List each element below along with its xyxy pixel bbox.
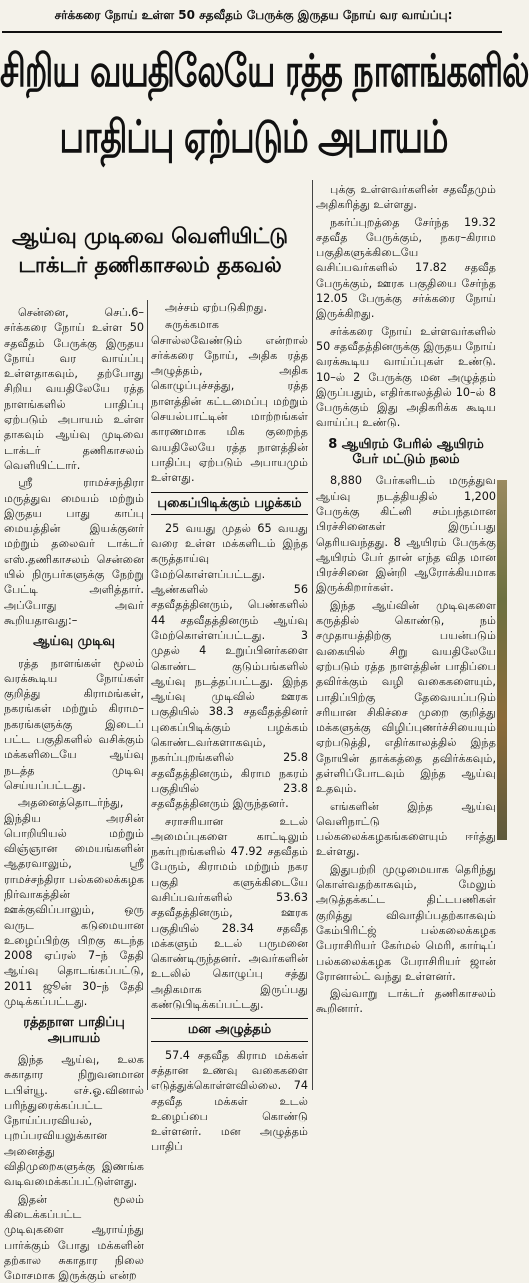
paragraph: 57.4 சதவீத கிராம மக்கள் சத்தான உணவு வகைகளை எடுத்துக்கொள்ளவில்லை. 74 சதவீத மக்கள் உடல் உழைப்பை கொண்டு உள்ளனர். மன அழுத்தம் பாதிப்: [151, 1048, 308, 1154]
adjacent-photo-edge: [497, 480, 507, 840]
kicker-line: சர்க்கரை நோய் உள்ள 50 சதவீதம் பேருக்கு இருதய நோய் வர வாய்ப்பு:: [54, 8, 453, 22]
article-column-1: [4, 305, 144, 1283]
subhead-line-1: ஆய்வு முடிவை வெளியிட்டு: [12, 224, 288, 248]
paragraph: 8,880 பேர்களிடம் மருத்துவ ஆய்வு நடத்தியதில் 1,200 பேருக்கு கிட்னி சம்பந்தமான பிரச்சினைகள் இருப்பது தெரியவந்தது. 8 ஆயிரம் பேருக்கு ஆயிரம் பேர் தான் எந்த வித மான பிரச்சினை இன்றி ஆரோக்கியமாக இருக்கிறார்கள்.: [316, 474, 496, 595]
paragraph: இந்த ஆய்வு, உலக சுகாதார நிறுவனமான டபிள்யூ. எச்.ஓ.வினால் பரிந்துரைக்கப்பட்ட நோய்ப்பரவியல், புறப்பரவியலுக்கான அனைத்து விதிமுறைகளுக்கு இணங்க வடிவமைக்கப்பட்டுள்ளது.: [4, 1052, 144, 1189]
column-divider: [147, 300, 148, 1090]
paragraph: 25 வயது முதல் 65 வயது வரை உள்ள மக்களிடம் இந்த கருத்தாய்வு மேற்கொள்ளப்பட்டது. ஆண்களில் 56 சதவீதத்தினரும், பெண்களில் 44 சதவீதத்தினரும் ஆய்வு மேற்கொள்ளப்பட்டது. 3 முதல் 4 உறுப்பினர்களை கொண்ட குடும்பங்களில் ஆய்வு நடத்தப்பட்டது. இந்த ஆய்வு முடிவில் ஊரக பகுதியில் 38.3 சதவீதத்தினர் புகைப்பிடிக்கும் பழக்கம் கொண்டவர்களாகவும், நகர்ப்புறங்களில் 25.8 சதவீதத்தினரும், கிராம நகரம் பகுதியில் 23.8 சதவீதத்தினரும் இருந்தனர்.: [151, 521, 308, 811]
section-heading: 8 ஆயிரம் பேரில் ஆயிரம் பேர் மட்டும் நலம்: [328, 436, 484, 468]
top-divider: [2, 31, 502, 33]
paragraph: நகர்ப்புறத்தை சேர்ந்த 19.32 சதவீத பேருக்கும், நகர–கிராம பகுதிகளுக்கிடையே வசிப்பவர்களில் 17.82 சதவீத பேருக்கும், ஊரக பகுதியை சேர்ந்த 12.05 பேருக்கு சர்க்கரை நோய் இருக்கிறது.: [316, 215, 496, 321]
headline-line-2: பாதிப்பு ஏற்படும் அபாயம்: [59, 110, 448, 163]
section-heading: ரத்தநாள பாதிப்பு அபாயம்: [23, 1015, 125, 1046]
article-column-2: [151, 300, 308, 1154]
section-heading: புகைப்பிடிக்கும் பழக்கம்: [151, 492, 308, 515]
subhead-line-2: டாக்டர் தணிகாசலம் தகவல்: [18, 253, 282, 277]
paragraph: அச்சம் ஏற்படுகிறது.: [165, 301, 268, 314]
paragraph: ஸ்ரீ ராமச்சந்திரா மருத்துவ மையம் மற்றும் இருதய பாது காப்பு மையத்தின் இயக்குனர் மற்றும் தலைவர் டாக்டர் எஸ்.தணிகாசலம் சென்னை யில் நிருபர்களுக்கு நேற்று பேட்டி அளித்தார். அப்போது அவர் கூறியதாவது:–: [4, 476, 144, 627]
paragraph: இவ்வாறு டாக்டர் தணிகாசலம் கூறினார்.: [316, 987, 496, 1016]
paragraph: சர்க்கரை நோய் உள்ளவர்களில் 50 சதவீதத்தினருக்கு இருதய நோய் வரக்கூடிய வாய்ப்புகள் உண்டு. 10–ல் 2 பேருக்கு மன அழுத்தம் இருப்பதும், எதிர்காலத்தில் 10–ல் 8 பேருக்கும் இது அதிகரிக்க கூடிய வாய்ப்பு உண்டு.: [316, 324, 496, 430]
paragraph: எங்களின் இந்த ஆய்வு வெளிநாட்டு பல்கலைக்கழகங்களையும் ஈர்த்து உள்ளது.: [316, 799, 496, 859]
article-column-3: [316, 182, 496, 1095]
column-divider: [312, 180, 313, 1090]
paragraph: சுருக்கமாக சொல்லவேண்டும் என்றால் சர்க்கரை நோய், அதிக ரத்த அழுத்தம், அதிக கொழுப்புச்சத்து, ரத்த நாளத்தின் கட்டமைப்பு மற்றும் செயல்பாட்டின் மாற்றங்கள் காரணமாக மிக குறைந்த வயதிலேயே ரத்த நாளத்தின் பாதிப்பு ஏற்படும் அபாயமும் உள்ளது.: [151, 318, 308, 485]
paragraph: இதன் மூலம் கிடைக்கப்பட்ட முடிவுகளை ஆராய்ந்து பார்க்கும் போது மக்களின் தற்கால சுகாதார நிலை மோசமாக இருக்கும் என்ற: [4, 1192, 144, 1283]
paragraph: சென்னை, செப்.6– சர்க்கரை நோய் உள்ள 50 சதவீதம் பேருக்கு இருதய நோய் வர வாய்ப்பு உள்ளதாகவும், தற்போது சிறிய வயதிலேயே ரத்த நாளங்களில் பாதிப்பு ஏற்படும் அபாயம் உள்ள தாகவும் ஆய்வு முடிவை டாக்டர் தணிகாசலம் வெளியிட்டார்.: [4, 306, 144, 472]
section-heading: மன அழுத்தம்: [151, 1018, 308, 1041]
paragraph: இந்த ஆய்வின் முடிவுகளை கருத்தில் கொண்டு, நம் சமுதாயத்திற்கு பயன்படும் வகையில் சிறு வயதிலேயே ஏற்படும் ரத்த நாளத்தின் பாதிப்பை தவிர்க்கும் வழி வகைகளையும், பாதிப்பிற்கு தேவையப்படும் சரியான சிகிச்சை முறை குறித்து மக்களுக்கு விழிப்புணர்ச்சியையும் ஏற்படுத்தி, எதிர்காலத்தில் இந்த நோயின் தாக்கத்தை தவிர்க்கவும், தள்ளிப்போடவும் இந்த ஆய்வு உதவும்.: [316, 598, 496, 796]
headline-line-1: சிறிய வயதிலேயே ரத்த நாளங்களில்: [0, 44, 529, 97]
paragraph: புக்கு உள்ளவர்களின் சதவீதமும் அதிகரித்து உள்ளது.: [316, 183, 496, 212]
section-heading: ஆய்வு முடிவு: [33, 634, 115, 650]
paragraph: ரத்த நாளங்கள் மூலம் வரக்கூடிய நோய்கள் குறித்து கிராமங்கள், நகரங்கள் மற்றும் கிராம–நகரங்களுக்கு இடைப் பட்ட பகுதிகளில் வசிக்கும் மக்களிடையே ஆய்வு நடத்த முடிவு செய்யப்பட்டது.: [4, 656, 144, 792]
paragraph: இதுபற்றி முழுமையாக தெரிந்து கொள்வதற்காகவும், மேலும் அடுத்தக்கட்ட திட்டபணிகள் குறித்து விவாதிப்பதற்காகவும் கேம்பிரிட்ஜ் பல்கலைக்கழக பேராசிரியர் கேர்மல் மெரி, கார்டிப் பல்கலைக்கழக பேராசிரியர் ஜான் ரோனால்ட் வந்து உள்ளனர்.: [316, 862, 496, 983]
paragraph: அதனைத்தொடர்ந்து, இந்திய அரசின் பொறியியல் மற்றும் விஞ்ஞான மையங்களின் ஆதரவாலும், ஸ்ரீ ராமச்சந்திரா பல்கலைக்கழக நிர்வாகத்தின் ஊக்குவிப்பாலும், ஒரு வருட கடுமையான உழைப்பிற்கு பிறகு கடந்த 2008 ஏப்ரல் 7–ந் தேதி ஆய்வு தொடங்கப்பட்டு, 2011 ஜூன் 30–ந் தேதி முடிக்கப்பட்டது.: [4, 796, 144, 1009]
paragraph: சராசரியான உடல் அமைப்புகளை காட்டிலும் நகர்புறங்களில் 47.92 சதவீதம் பேரும், கிராமம் மற்றும் நகர பகுதி களுக்கிடையே வசிப்பவர்களில் 53.63 சதவீதத்தினரும், ஊரக பகுதியில் 28.34 சதவீத மக்களும் உடல் பருமனை கொண்டிருந்தனர். அவர்களின் உடலில் கொழுப்பு சத்து அதிகமாக இருப்பது கண்டுபிடிக்கப்பட்டது.: [151, 814, 308, 1012]
